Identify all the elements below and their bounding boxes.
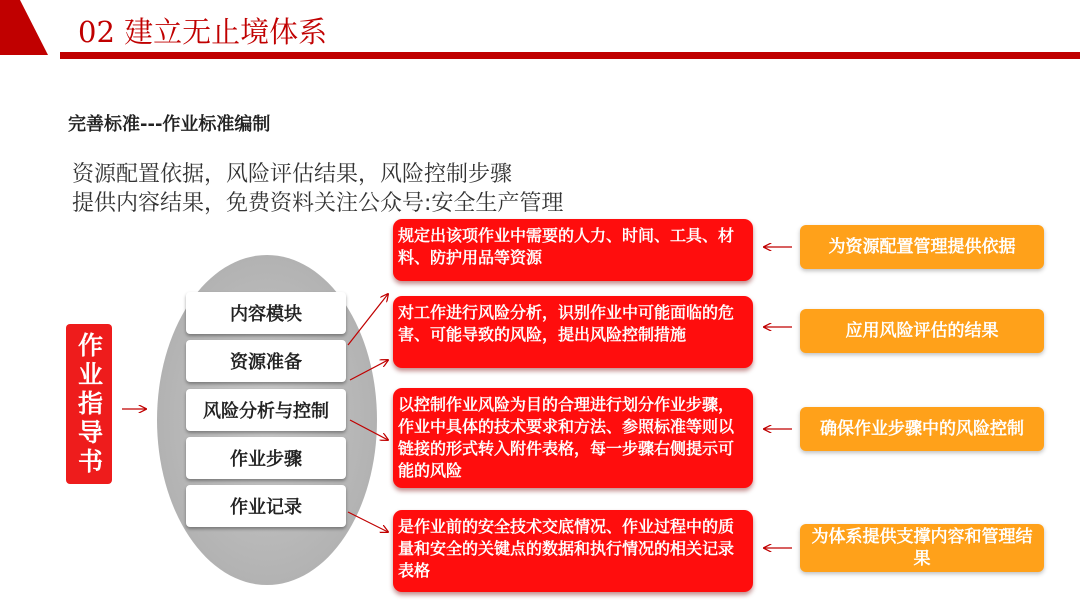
result-box-records: 为体系提供支撑内容和管理结果 [800, 524, 1044, 572]
module-work-steps: 作业步骤 [186, 437, 346, 479]
module-work-records: 作业记录 [186, 485, 346, 527]
module-risk-control: 风险分析与控制 [186, 389, 346, 431]
detail-box-steps: 以控制作业风险为目的合理进行划分作业步骤，作业中具体的技术要求和方法、参照标准等则以链接的形式转入附件表格，每一步骤右侧提示可能的风险 [393, 388, 753, 488]
detail-box-risk: 对工作进行风险分析，识别作业中可能面临的危害、可能导致的风险，提出风险控制措施 [393, 296, 753, 368]
intro-line-2: 提供内容结果，免费资料关注公众号:安全生产管理 [72, 191, 564, 216]
detail-box-resource: 规定出该项作业中需要的人力、时间、工具、材料、防护用品等资源 [393, 219, 753, 281]
result-box-steps: 确保作业步骤中的风险控制 [800, 407, 1044, 451]
detail-box-records: 是作业前的安全技术交底情况、作业过程中的质量和安全的关键点的数据和执行情况的相关记录表格 [393, 510, 753, 592]
module-resource-prep: 资源准备 [186, 340, 346, 382]
result-box-risk: 应用风险评估的结果 [800, 309, 1044, 353]
section-subtitle: 完善标准---作业标准编制 [68, 114, 271, 135]
result-box-resource: 为资源配置管理提供依据 [800, 225, 1044, 269]
header-corner-shape [0, 0, 48, 55]
guide-label: 作业指导书 [74, 331, 104, 477]
header-divider [60, 52, 1080, 59]
intro-line-1: 资源配置依据，风险评估结果，风险控制步骤 [72, 162, 513, 187]
page-title: 02 建立无止境体系 [78, 15, 328, 49]
guide-box [66, 324, 112, 484]
module-content: 内容模块 [186, 292, 346, 334]
